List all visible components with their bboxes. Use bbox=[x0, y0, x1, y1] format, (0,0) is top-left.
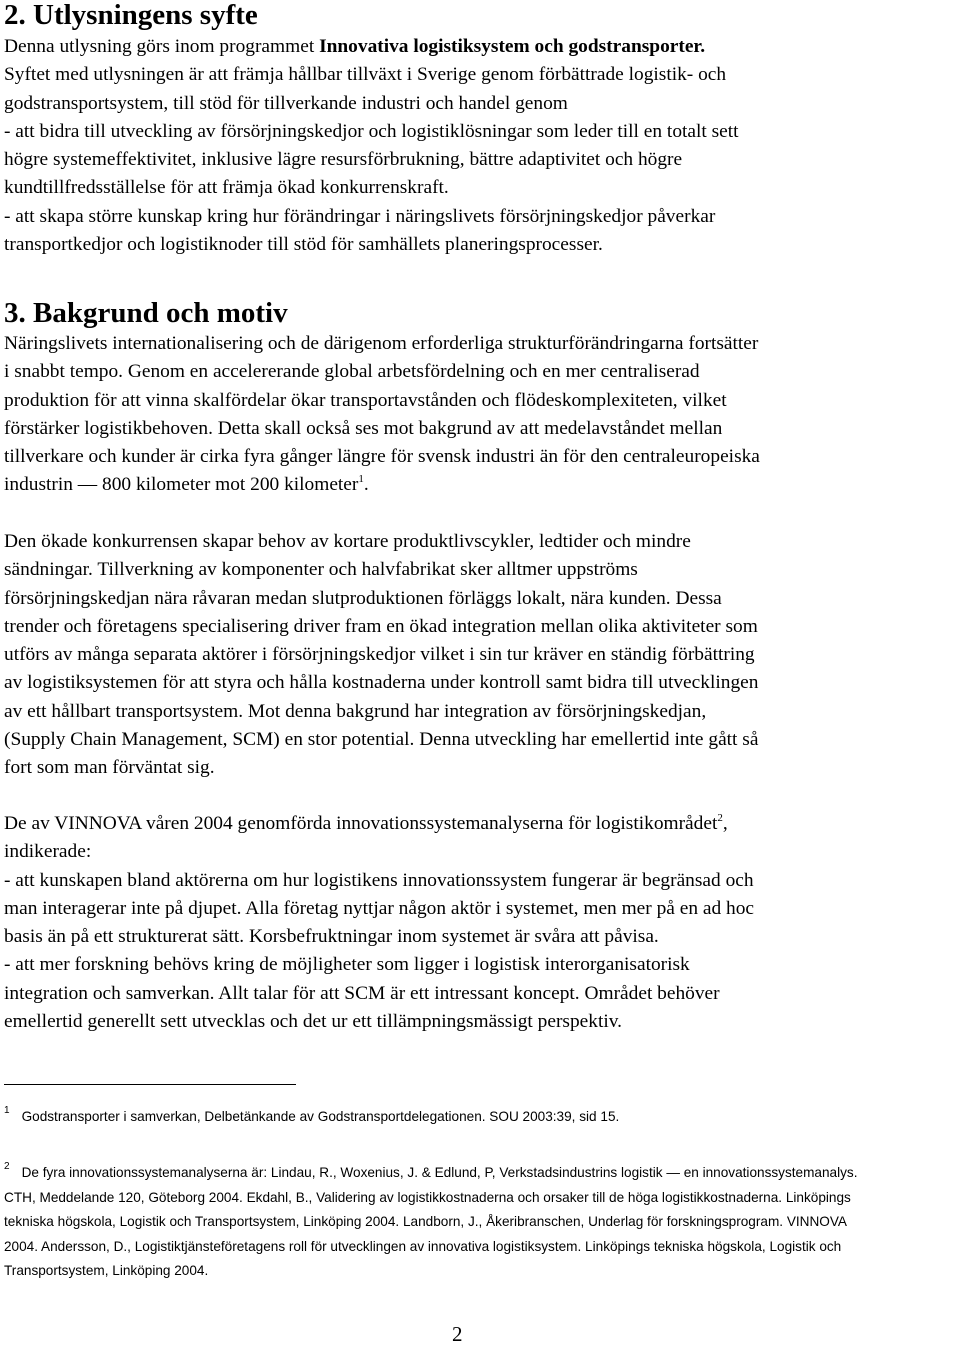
footnote-1 bbox=[4, 1099, 959, 1130]
footnote-line: CTH, Meddelande 120, Göteborg 2004. Ekdahl, B., Validering av logistikkostnaderna och orsaker till de höga logistikkostnaderna. Linköpings bbox=[4, 1189, 851, 1205]
text-line: av logistiksystemen för att styra och hålla kostnaderna under kontroll samt bidra till utvecklingen bbox=[4, 672, 759, 694]
text-line: kundtillfredsställelse för att främja ökad konkurrenskraft. bbox=[4, 177, 449, 199]
text-line: emellertid generellt sett utvecklas och det ur ett tillämpningsmässigt perspektiv. bbox=[4, 1011, 623, 1033]
footnote-label: 2 bbox=[4, 1161, 10, 1172]
text-line: - att mer forskning behövs kring de möjligheter som ligger i logistisk interorganisatorisk bbox=[4, 954, 690, 976]
text-line bbox=[4, 810, 956, 838]
text-line: godstransportsystem, till stöd för tillverkande industri och handel genom bbox=[4, 92, 568, 114]
text-line: - att bidra till utveckling av försörjningskedjor och logistiklösningar som leder till en totalt sett bbox=[4, 120, 739, 142]
text-span: De av VINNOVA våren 2004 genomförda innovationssystemanalyserna för logistikområdet bbox=[4, 813, 718, 834]
purpose-paragraph bbox=[4, 33, 956, 259]
background-paragraph-3 bbox=[4, 810, 956, 1036]
text-span: . bbox=[363, 474, 369, 496]
footnote-text: De fyra innovationssystemanalyserna är: Lindau, R., Woxenius, J. & Edlund, P, Verkstadsindustrins logistik — en innovationssystemanalys. bbox=[21, 1165, 858, 1180]
text-line: - att skapa större kunskap kring hur förändringar i näringslivets försörjningskedjor påverkar bbox=[4, 205, 716, 227]
text-line: transportkedjor och logistiknoder till stöd för samhällets planeringsprocesser. bbox=[4, 234, 603, 256]
background-paragraph-1 bbox=[4, 330, 956, 500]
text-line: fort som man förväntat sig. bbox=[4, 757, 215, 779]
text-line: utförs av många separata aktörer i försörjningskedjor vilket i sin tur kräver en ständig förbättring bbox=[4, 644, 755, 666]
footnote-line: tekniska högskola, Logistik och Transportsystem, Linköping 2004. Landborn, J., Åkeribranschen, Underlag för forskningsprogram. VINNOVA bbox=[4, 1214, 847, 1229]
text-line: högre systemeffektivitet, inklusive lägre resursförbrukning, bättre adaptivitet och högre bbox=[4, 149, 683, 171]
text-span: , bbox=[722, 813, 728, 834]
text-line: förstärker logistikbehoven. Detta skall också ses mot bakgrund av att medelavståndet mellan bbox=[4, 417, 723, 439]
footnote-divider bbox=[4, 1084, 296, 1085]
text-line: sändningar. Tillverkning av komponenter och halvfabrikat sker alltmer uppströms bbox=[4, 559, 638, 581]
text-line bbox=[4, 471, 956, 499]
footnote-2 bbox=[4, 1155, 959, 1284]
section-heading-purpose: 2. Utlysningens syfte bbox=[4, 0, 258, 31]
text-line: trender och företagens specialisering driver fram en ökad integration mellan olika aktiviteter som bbox=[4, 615, 758, 637]
text-line: - att kunskapen bland aktörerna om hur logistikens innovationssystem fungerar är begränsad och bbox=[4, 869, 754, 891]
footnote-line: Transportsystem, Linköping 2004. bbox=[4, 1263, 209, 1278]
footnote-text: Godstransporter i samverkan, Delbetänkande av Godstransportdelegationen. SOU 2003:39, sid 15. bbox=[21, 1109, 620, 1124]
section-heading-background: 3. Bakgrund och motiv bbox=[4, 297, 288, 329]
text-line: indikerade: bbox=[4, 841, 92, 863]
footnote-ref-1[interactable]: 1 bbox=[358, 473, 364, 486]
text-line bbox=[4, 33, 956, 61]
footnote-ref-2[interactable]: 2 bbox=[717, 812, 723, 824]
text-line: basis än på ett strukturerat sätt. Korsbefruktningar inom systemet är svåra att påvisa. bbox=[4, 926, 659, 948]
text-line: Näringslivets internationalisering och de därigenom erforderliga strukturförändringarna fortsätter bbox=[4, 333, 759, 354]
page-number: 2 bbox=[452, 1322, 463, 1346]
text-line: integration och samverkan. Allt talar för att SCM är ett intressant koncept. Området behöver bbox=[4, 982, 720, 1004]
text-line: i snabbt tempo. Genom en accelererande global arbetsfördelning och en mer centraliserad bbox=[4, 361, 700, 383]
text-line: tillverkare och kunder är cirka fyra gånger längre för svensk industri än för den centraleuropeiska bbox=[4, 446, 760, 468]
text-line: (Supply Chain Management, SCM) en stor potential. Denna utveckling har emellertid inte gått så bbox=[4, 729, 759, 751]
background-paragraph-2 bbox=[4, 528, 956, 783]
footnote-line: 2004. Andersson, D., Logistiktjänsteföretagens roll för utvecklingen av innovativa logistiksystem. Linköpings tekniska högskola, Logistik och bbox=[4, 1238, 842, 1254]
footnote-label: 1 bbox=[4, 1105, 10, 1116]
text-span: Denna utlysning görs inom programmet bbox=[4, 36, 320, 57]
program-name: Innovativa logistiksystem och godstransporter. bbox=[319, 36, 706, 57]
text-span: industrin — 800 kilometer mot 200 kilometer bbox=[4, 474, 359, 496]
text-line: försörjningskedjan nära råvaran medan slutproduktionen förläggs lokalt, nära kunden. Dessa bbox=[4, 587, 722, 609]
footnote-line bbox=[4, 1099, 959, 1130]
text-line: produktion för att vinna skalfördelar ökar transportavstånden och flödeskomplexiteten, vilket bbox=[4, 389, 727, 411]
text-line: man interagerar inte på djupet. Alla företag nyttjar någon aktör i systemet, men mer på en ad hoc bbox=[4, 897, 755, 919]
text-line: av ett hållbart transportsystem. Mot denna bakgrund har integration av försörjningskedjan, bbox=[4, 700, 707, 722]
footnote-line bbox=[4, 1155, 959, 1186]
text-line: Syftet med utlysningen är att främja hållbar tillväxt i Sverige genom förbättrade logistik- och bbox=[4, 64, 727, 86]
text-line: Den ökade konkurrensen skapar behov av kortare produktlivscykler, ledtider och mindre bbox=[4, 531, 691, 552]
